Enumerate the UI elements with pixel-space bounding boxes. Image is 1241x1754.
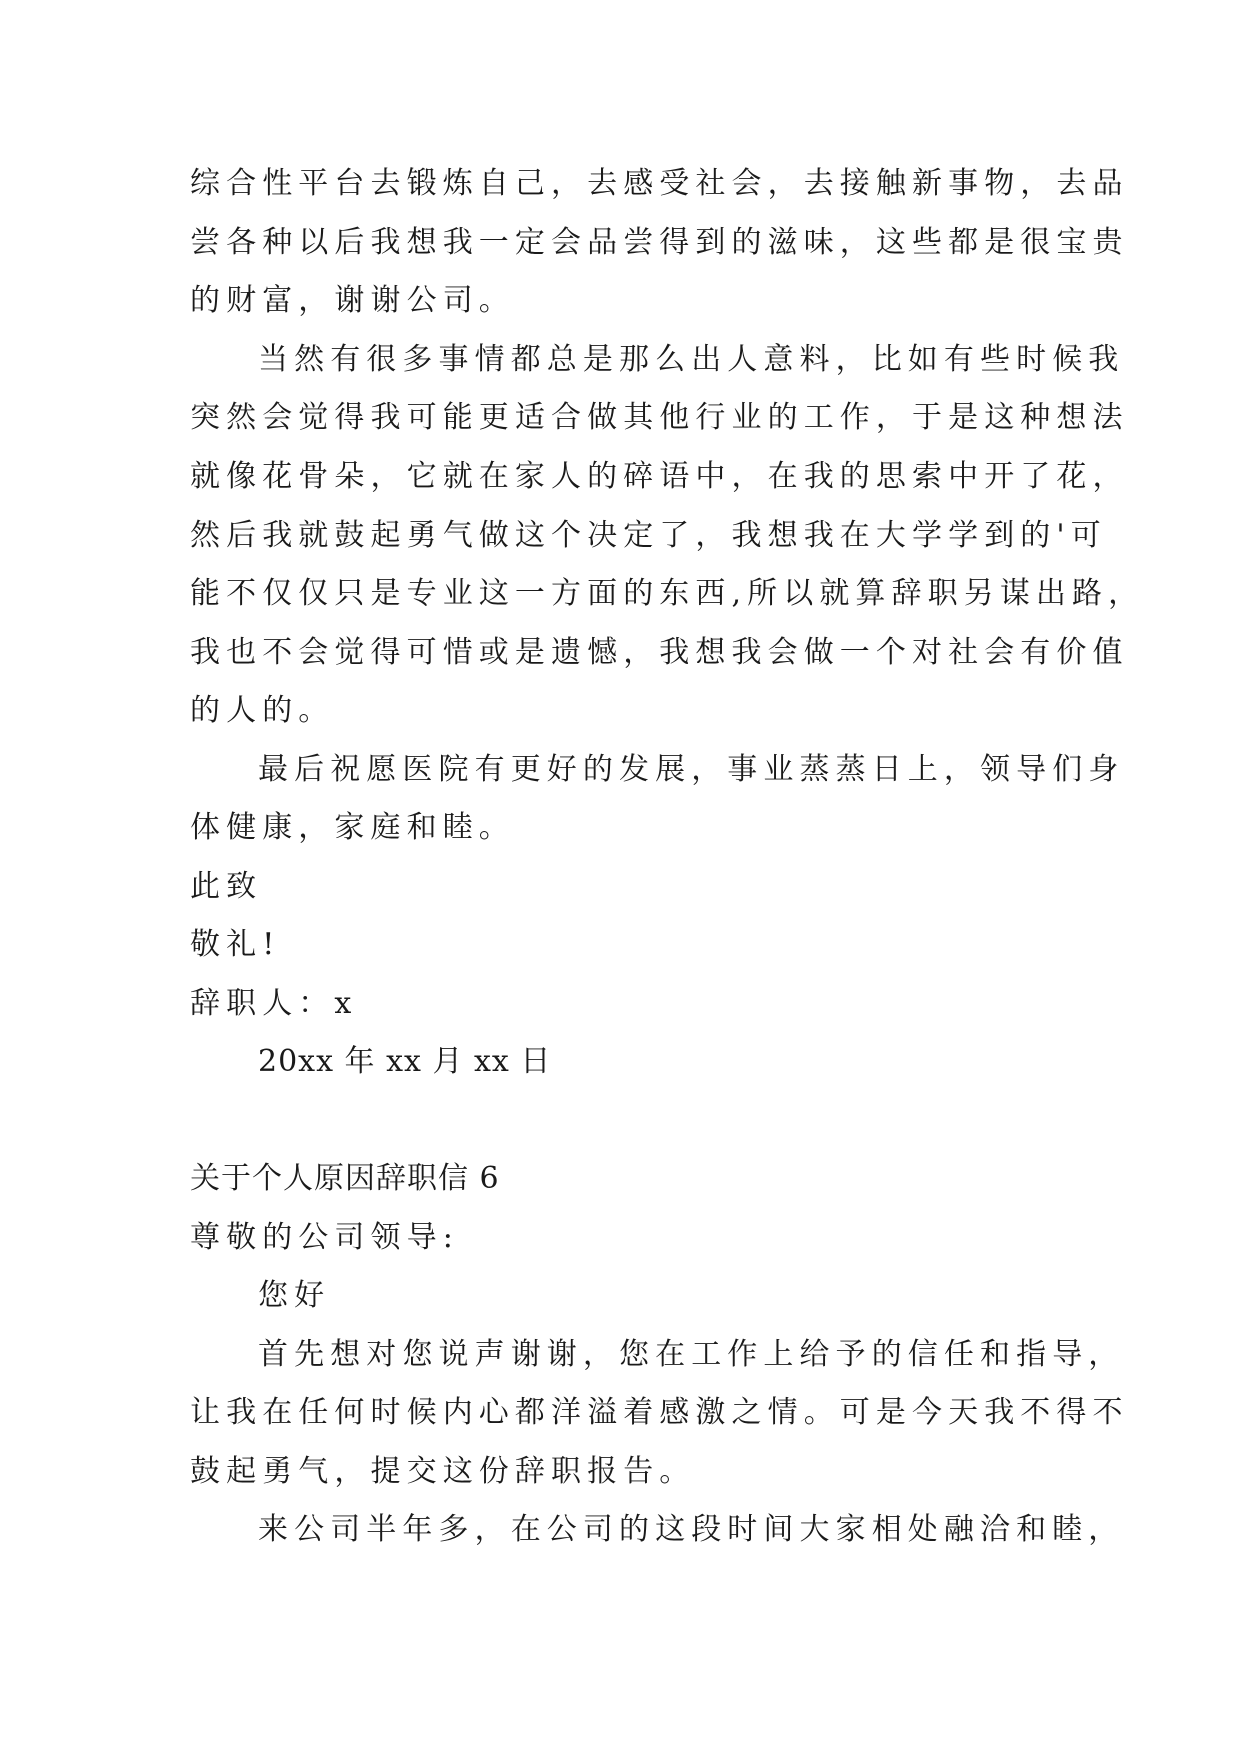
letter-greeting: 尊敬的公司领导: xyxy=(190,1220,459,1255)
paragraph-start: 首先想对您说声谢谢，您在工作上给予的信任和指导， xyxy=(258,1337,1125,1372)
greeting-hello: 您好 xyxy=(258,1278,331,1313)
text-line: 的人的。 xyxy=(190,693,335,728)
text-line: 鼓起勇气，提交这份辞职报告。 xyxy=(190,1454,696,1489)
text-line: 让我在任何时候内心都洋溢着感激之情。可是今天我不得不 xyxy=(190,1395,1129,1430)
text-line: 就像花骨朵，它就在家人的碎语中，在我的思索中开了花， xyxy=(190,459,1129,494)
section-title: 关于个人原因辞职信 6 xyxy=(190,1161,500,1196)
text-line: 能不仅仅只是专业这一方面的东西,所以就算辞职另谋出路， xyxy=(190,576,1145,611)
letter-date: 20xx 年 xx 月 xx 日 xyxy=(258,1044,552,1079)
text-line: 突然会觉得我可能更适合做其他行业的工作，于是这种想法 xyxy=(190,400,1129,435)
signatory: 辞职人：x xyxy=(190,986,358,1021)
text-line: 的财富，谢谢公司。 xyxy=(190,283,515,318)
paragraph-start: 来公司半年多，在公司的这段时间大家相处融洽和睦， xyxy=(258,1512,1125,1547)
paragraph-start: 最后祝愿医院有更好的发展，事业蒸蒸日上，领导们身 xyxy=(258,752,1125,787)
text-line: 尝各种以后我想我一定会品尝得到的滋味，这些都是很宝贵 xyxy=(190,225,1129,260)
closing-salutation: 此致 xyxy=(190,869,263,904)
paragraph-start: 当然有很多事情都总是那么出人意料，比如有些时候我 xyxy=(258,342,1125,377)
text-line: 综合性平台去锻炼自己，去感受社会，去接触新事物，去品 xyxy=(190,166,1129,201)
text-line: 我也不会觉得可惜或是遗憾，我想我会做一个对社会有价值 xyxy=(190,635,1129,670)
closing-regards: 敬礼! xyxy=(190,927,281,962)
text-line: 然后我就鼓起勇气做这个决定了，我想我在大学学到的'可 xyxy=(190,518,1107,553)
text-line: 体健康，家庭和睦。 xyxy=(190,810,515,845)
